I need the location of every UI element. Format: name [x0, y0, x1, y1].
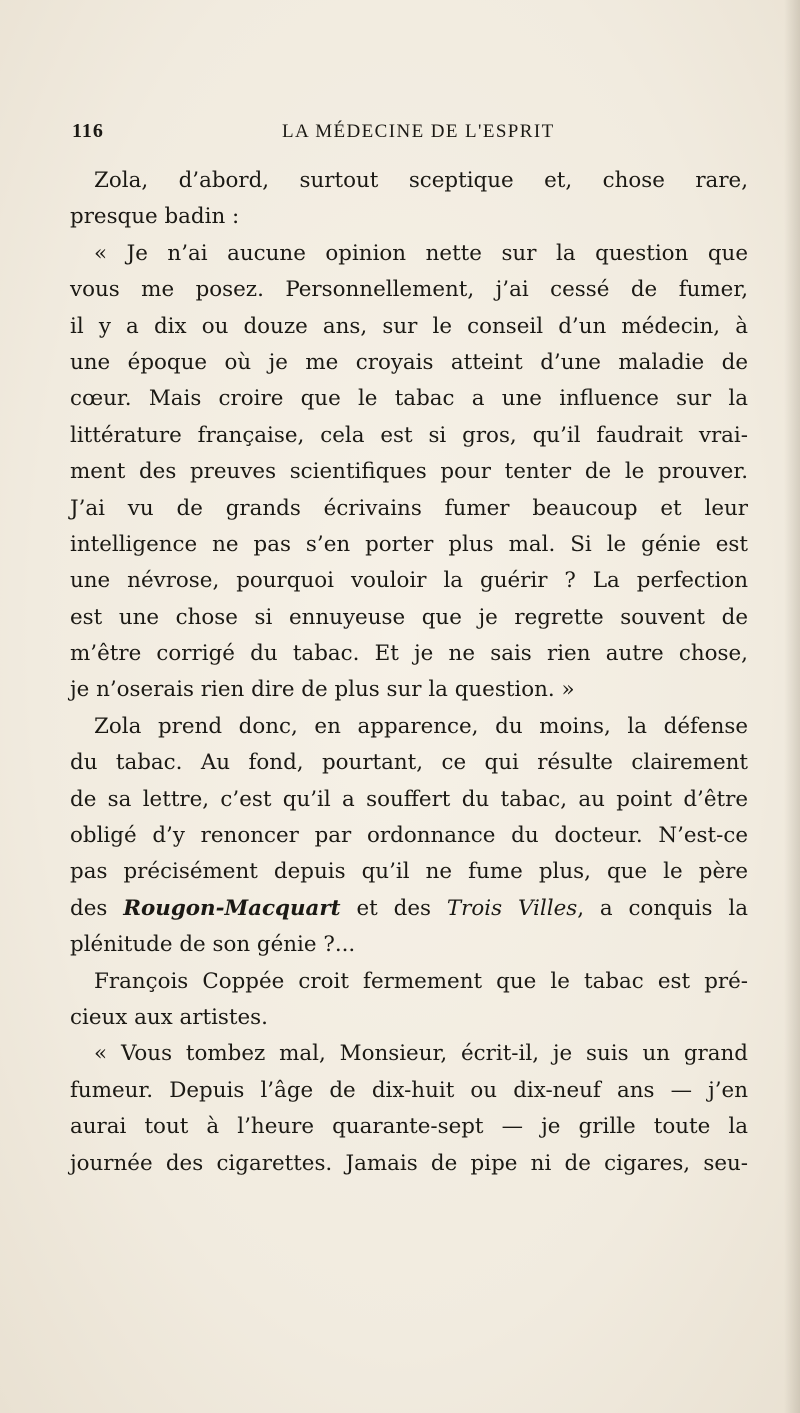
text-line: journée des cigarettes. Jamais de pipe ni de cigares, seu-: [70, 1150, 748, 1176]
text-line: du tabac. Au fond, pourtant, ce qui résulte clairement: [70, 750, 748, 776]
running-title: LA MÉDECINE DE L'ESPRIT: [282, 121, 555, 142]
text-span: et des: [340, 895, 447, 921]
text-line: [70, 891, 748, 927]
page-edge-shadow: [784, 0, 800, 1413]
text-line: de sa lettre, c’est qu’il a souffert du tabac, au point d’être: [70, 786, 748, 812]
text-line: J’ai vu de grands écrivains fumer beaucoup et leur: [70, 495, 748, 521]
body-text: [70, 163, 748, 1182]
text-line: cœur. Mais croire que le tabac a une influence sur la: [70, 386, 748, 412]
text-line: il y a dix ou douze ans, sur le conseil d’un médecin, à: [70, 313, 748, 339]
page-header: [70, 120, 750, 150]
text-line: François Coppée croit fermement que le tabac est pré-: [94, 968, 748, 994]
italic-title: Trois Villes: [446, 895, 578, 921]
text-line: une époque où je me croyais atteint d’une maladie de: [70, 349, 748, 375]
text-line: je n’oserais rien dire de plus sur la question. »: [70, 677, 575, 703]
text-line: littérature française, cela est si gros, qu’il faudrait vrai-: [70, 422, 748, 448]
text-line: Zola prend donc, en apparence, du moins, la défense: [94, 713, 748, 739]
text-line: fumeur. Depuis l’âge de dix-huit ou dix-neuf ans — j’en: [70, 1077, 748, 1103]
text-line: Zola, d’abord, surtout sceptique et, chose rare,: [94, 168, 748, 193]
text-line: « Vous tombez mal, Monsieur, écrit-il, je suis un grand: [94, 1041, 748, 1067]
text-line: plénitude de son génie ?...: [70, 932, 356, 958]
text-line: obligé d’y renoncer par ordonnance du docteur. N’est-ce: [70, 823, 748, 849]
text-line: aurai tout à l’heure quarante-sept — je grille toute la: [70, 1114, 748, 1140]
italic-title: Rougon-Macquart: [123, 895, 341, 921]
page-number: 116: [72, 120, 104, 142]
text-line: intelligence ne pas s’en porter plus mal. Si le génie est: [70, 531, 748, 557]
text-span: , a conquis la: [577, 895, 748, 921]
text-line: presque badin :: [70, 204, 240, 230]
text-line: m’être corrigé du tabac. Et je ne sais rien autre chose,: [70, 641, 748, 667]
text-line: est une chose si ennuyeuse que je regrette souvent de: [70, 604, 748, 630]
text-line: « Je n’ai aucune opinion nette sur la question que: [94, 240, 748, 266]
text-line: ment des preuves scientifiques pour tenter de le prouver.: [70, 459, 748, 485]
text-line: pas précisément depuis qu’il ne fume plus, que le père: [70, 859, 748, 885]
text-line: une névrose, pourquoi vouloir la guérir ? La perfection: [70, 568, 748, 594]
text-line: vous me posez. Personnellement, j’ai cessé de fumer,: [70, 277, 748, 303]
text-span: des: [70, 895, 124, 921]
text-line: cieux aux artistes.: [70, 1004, 268, 1030]
